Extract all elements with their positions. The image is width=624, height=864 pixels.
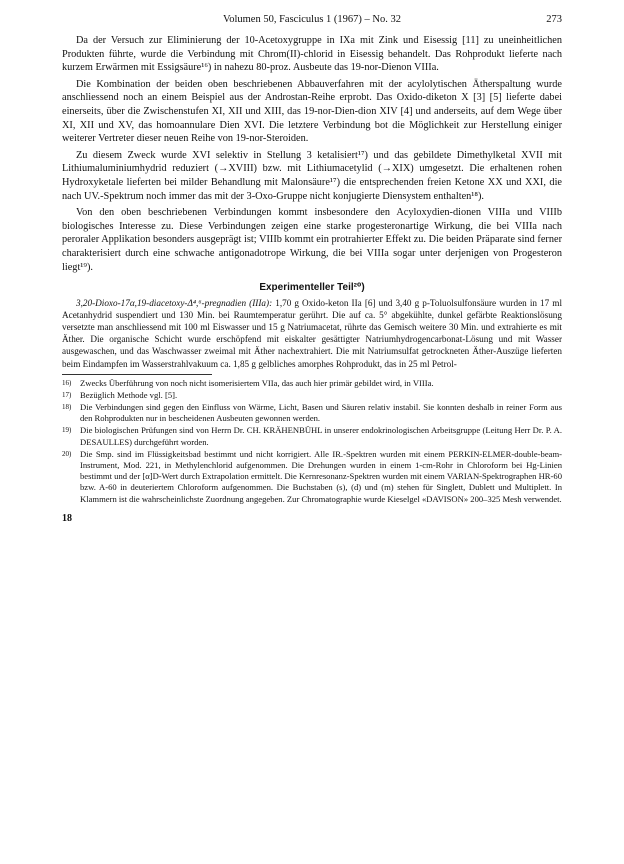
compound-title: 3,20-Dioxo-17α,19-diacetoxy-Δ⁴,⁶-pregnadien (IIIa): — [76, 298, 273, 309]
paragraph-2: Die Kombination der beiden oben beschriebenen Abbauverfahren mit der acylolytischen Ätherspaltung wurde anschliessend noch an einem Beispiel aus der Androstan-Reihe erprobt. Das Oxido-diketon X [3] [5] lieferte dabei einerseits, über die Zwischenstufen XI, XII und XIII, das 19-nor-Dien-dion XIV [4] und anderseits, auf dem Wege über XI, XII und XV, das homoannulare Dien XVI. Die letztere Verbindung bot die Möglichkeit zur Herstellung einiger weiterer Vertreter dieser neuen Reihe von 19-nor-Steroiden. — [62, 78, 562, 145]
page — [62, 14, 562, 524]
signature-mark: 18 — [62, 512, 72, 524]
footnote-mark: 20) — [62, 449, 72, 458]
footnote-text: Die biologischen Prüfungen sind von Herrn Dr. CH. KRÄHENBÜHL in unserer endokrinologischen Arbeitsgruppe (Leitung Herr Dr. P. A. DESAULLES) durchgeführt worden. — [80, 425, 562, 447]
running-header — [62, 14, 562, 32]
page-number: 273 — [546, 14, 562, 25]
footnote-text: Die Verbindungen sind gegen den Einfluss von Wärme, Licht, Basen und Säuren relativ instabil. Sie konnten deshalb in reiner Form aus den Rohprodukten nur in bescheidenen Ausbeuten gewonnen werden. — [80, 402, 562, 424]
footnote-text: Zwecks Überführung von noch nicht isomerisiertem VIIa, das auch hier primär gebildet wird, in VIIIa. — [80, 377, 434, 388]
footnote — [62, 425, 562, 447]
paragraph-3: Zu diesem Zweck wurde XVI selektiv in Stellung 3 ketalisiert¹⁷) und das gebildete Dimethylketal XVII mit Lithiumaluminiumhydrid reduziert (→XVIII) bzw. mit Lithiumacetylid (→XIX) umgesetzt. Die erhaltenen rohen Hydroxyketale lieferten bei milder Behandlung mit Malonsäure¹⁷) die entsprechenden freien Ketone XX und XXI, die nach UV.-Spektrum noch immer das mit der 3-Oxo-Gruppe nicht konjugierte Diensystem enthalten¹⁸). — [62, 149, 562, 202]
experimental-text: 1,70 g Oxido-keton IIa [6] und 3,40 g p-Toluolsulfonsäure wurden in 17 ml Acetanhydrid suspendiert und 130 Min. bei Raumtemperatur gerührt. Die auf ca. 5° abgekühlte, dunkel gefärbte Reaktionslösung versetzte man anschliessend mit 100 ml Eiswasser und 15 g Natriumacetat, rührte das Gemisch weitere 30 Min. und extrahierte es mit Äther. Die organische Schicht wurde erschöpfend mit eiskalter gesättigter Natriumhydrogencarbonat-Lösung und mit Wasser ausgewaschen, und das Waschwasser zweimal mit Äther nachextrahiert. Die mit Natriumsulfat getrockneten Äther-Auszüge lieferten beim Eindampfen im Wasserstrahlvakuum ca. 1,85 g gelbliches amorphes Rohprodukt, das in 25 ml Petrol- — [62, 298, 562, 369]
section-heading-experimental: Experimenteller Teil²⁰) — [259, 282, 365, 294]
footnote-mark: 18) — [62, 403, 72, 412]
footnote-mark: 16) — [62, 378, 72, 387]
footnote — [62, 390, 562, 401]
footnotes — [62, 378, 562, 505]
paragraph-1: Da der Versuch zur Eliminierung der 10-Acetoxygruppe in IXa mit Zink und Eisessig [11] zu uneinheitlichen Produkten führte, wurde die Verbindung mit Chrom(II)-chlorid in Eisessig behandelt. Das Rohprodukt lieferte nach kurzem Erwärmen mit Essigsäure¹⁶) in nahezu 80-proz. Ausbeute das 19-nor-Dienon VIIIa. — [62, 35, 562, 74]
footnote-mark: 19) — [62, 426, 72, 435]
body-text — [62, 34, 562, 274]
footnote — [62, 449, 562, 505]
experimental-paragraph — [62, 297, 562, 370]
footnote — [62, 378, 562, 389]
footnote-mark: 17) — [62, 390, 72, 399]
footnote — [62, 402, 562, 424]
running-title: Volumen 50, Fasciculus 1 (1967) – No. 32 — [222, 14, 401, 25]
footnote-text: Die Smp. sind im Flüssigkeitsbad bestimmt und nicht korrigiert. Alle IR.-Spektren wurden mit einem PERKIN-ELMER-double-beam-Instrument, Mod. 221, in Methylenchlorid aufgenommen. Die Drehungen wurden in einem 1-cm-Rohr in Chloroform bei Hg-Linien bestimmt und der [α]D-Wert durch Extrapolation ermittelt. Die Kernresonanz-Spektren wurden mit einem VARIAN-Spektrographen HR-60 bzw. A-60 in deuteriertem Chloroform aufgenommen. Die Buchstaben (s), (d) und (m) stehen für Singlett, Dublett und Multiplett. In Klammern ist die wahrscheinlichste Zuordnung angegeben. Zur Chromatographie wurde Kieselgel «DAVISON» 200–325 Mesh verwendet. — [80, 448, 562, 504]
footnote-text: Bezüglich Methode vgl. [5]. — [80, 389, 178, 400]
footnote-rule — [62, 374, 212, 375]
paragraph-4: Von den oben beschriebenen Verbindungen kommt insbesondere den Acyloxydien-dionen VIIIa und VIIIb biologisches Interesse zu. Diese Verbindungen zeigen eine starke progesteronartige Wirkung, die bei VIIIa nach peroraler Applikation besonders ausgeprägt ist; VIIIb kommt ein protrahierter Effekt zu. Die beiden Präparate sind ferner charakterisiert durch eine schwache antigonadotrope Wirkung, die bei VIIIa sogar unter derjenigen von Progesteron liegt¹⁹). — [62, 207, 562, 273]
